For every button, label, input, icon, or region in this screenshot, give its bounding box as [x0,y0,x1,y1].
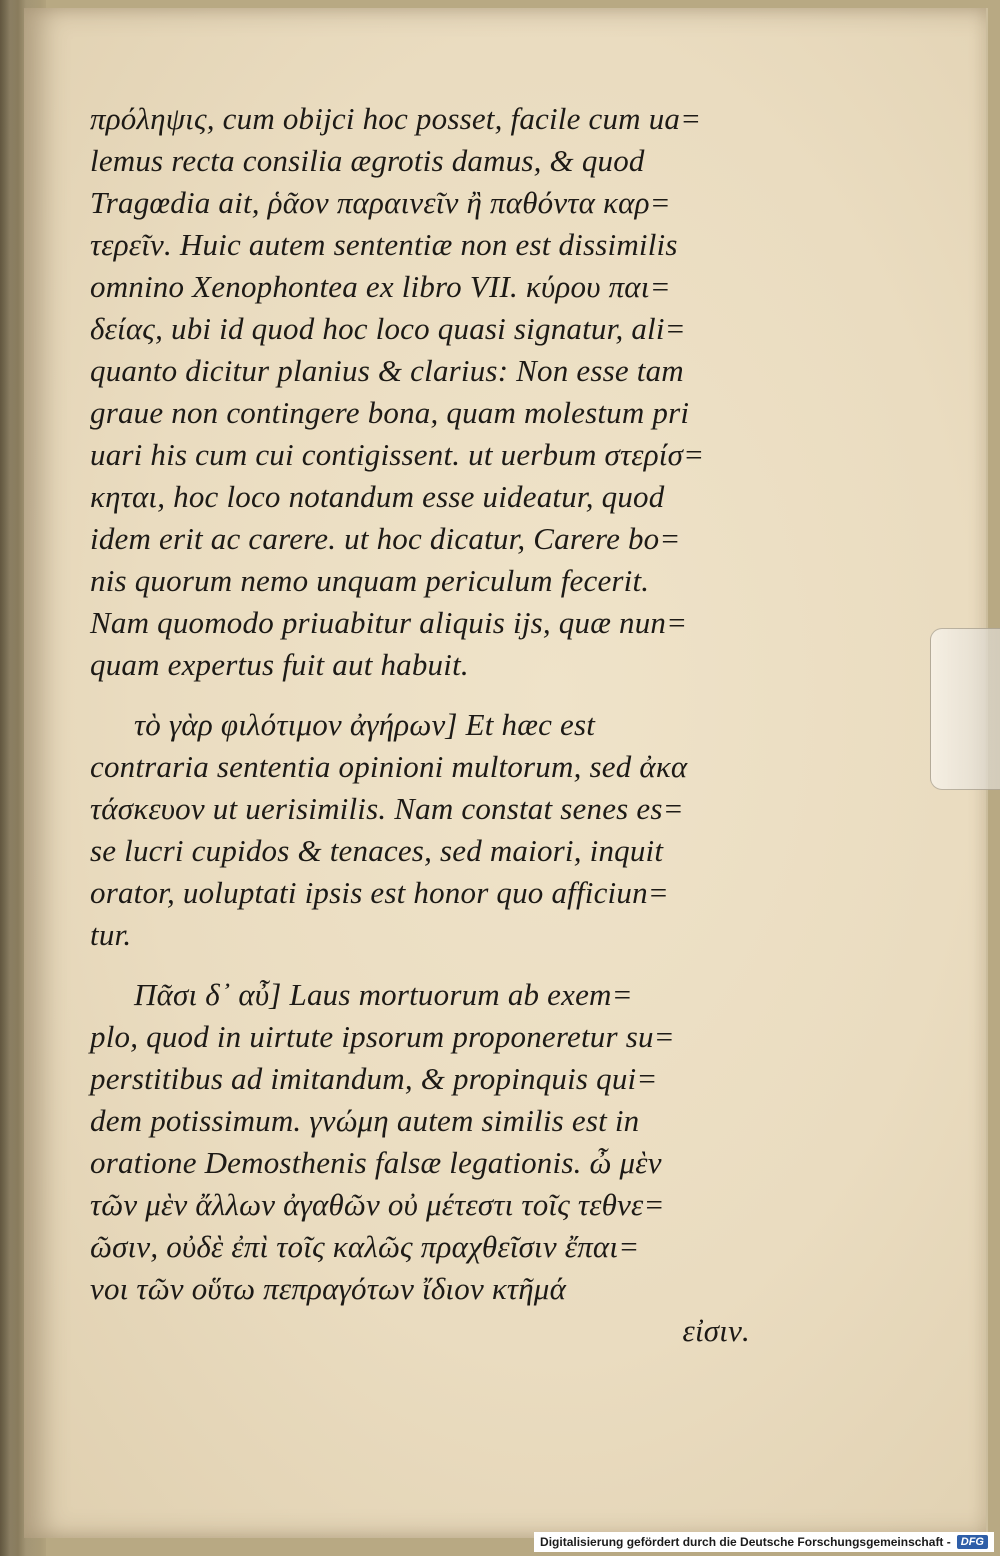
text-line-2: lemus recta consilia ægrotis damus, & quod [90,143,645,178]
text-line-22: plo, quod in uirtute ipsorum proponeretur su= [90,1019,675,1054]
text-line-1: πρόληψις, cum obijci hoc posset, facile cum ua= [90,101,702,136]
text-line-12: nis quorum nemo unquam periculum fecerit. [90,563,650,598]
text-line-8: graue non contingere bona, quam molestum pri [90,395,690,430]
text-line-19: orator, uoluptati ipsis est honor quo afficiun= [90,875,669,910]
text-line-28: νοι τῶν οὕτω πεπραγότων ἴδιον κτῆμά [90,1271,567,1306]
text-line-16: contraria sententia opinioni multorum, sed ἀκα [90,749,688,784]
paragraph-gap [90,956,750,974]
text-line-4: τερεῖν. Huic autem sententiæ non est dissimilis [90,227,678,262]
text-line-9: uari his cum cui contigissent. ut uerbum στερίσ= [90,437,705,472]
text-line-29: εἰσιν. [682,1313,750,1348]
dfg-logo-icon: DFG [957,1535,988,1549]
text-line-14: quam expertus fuit aut habuit. [90,647,469,682]
text-line-25: oratione Demosthenis falsæ legationis. ὦ μὲν [90,1145,662,1180]
text-line-23: perstitibus ad imitandum, & propinquis qui= [90,1061,658,1096]
text-line-27: ῶσιν, οὐδὲ ἐπὶ τοῖς καλῶς πραχθεῖσιν ἔπαι= [90,1229,640,1264]
text-line-15: τὸ γὰρ φιλότιμον ἀγήρων] Et hæc est [134,707,596,742]
text-line-7: quanto dicitur planius & clarius: Non esse tam [90,353,684,388]
page-text [90,98,750,1352]
text-line-24: dem potissimum. γνώμη autem similis est in [90,1103,640,1138]
text-line-18: se lucri cupidos & tenaces, sed maiori, inquit [90,833,664,868]
text-line-10: κηται, hoc loco notandum esse uideatur, quod [90,479,665,514]
text-line-3: Tragœdia ait, ῥᾶον παραινεῖν ἢ παθόντα καρ= [90,185,671,220]
text-line-17: τάσκευον ut uerisimilis. Nam constat senes es= [90,791,684,826]
text-line-11: idem erit ac carere. ut hoc dicatur, Carere bo= [90,521,681,556]
text-line-6: δείας, ubi id quod hoc loco quasi signatur, ali= [90,311,686,346]
credit-text: Digitalisierung gefördert durch die Deutsche Forschungsgemeinschaft - [540,1535,951,1549]
text-line-21: Πᾶσι δ᾽ αὖ] Laus mortuorum ab exem= [134,977,633,1012]
text-line-26: τῶν μὲν ἄλλων ἀγαθῶν οὐ μέτεστι τοῖς τεθνε= [90,1187,665,1222]
paragraph-gap [90,686,750,704]
page-clip [930,628,1000,790]
text-line-20: tur. [90,917,132,952]
text-line-13: Nam quomodo priuabitur aliquis ijs, quæ nun= [90,605,688,640]
digitization-credit [534,1532,994,1552]
text-line-5: omnino Xenophontea ex libro VII. κύρου παι= [90,269,671,304]
